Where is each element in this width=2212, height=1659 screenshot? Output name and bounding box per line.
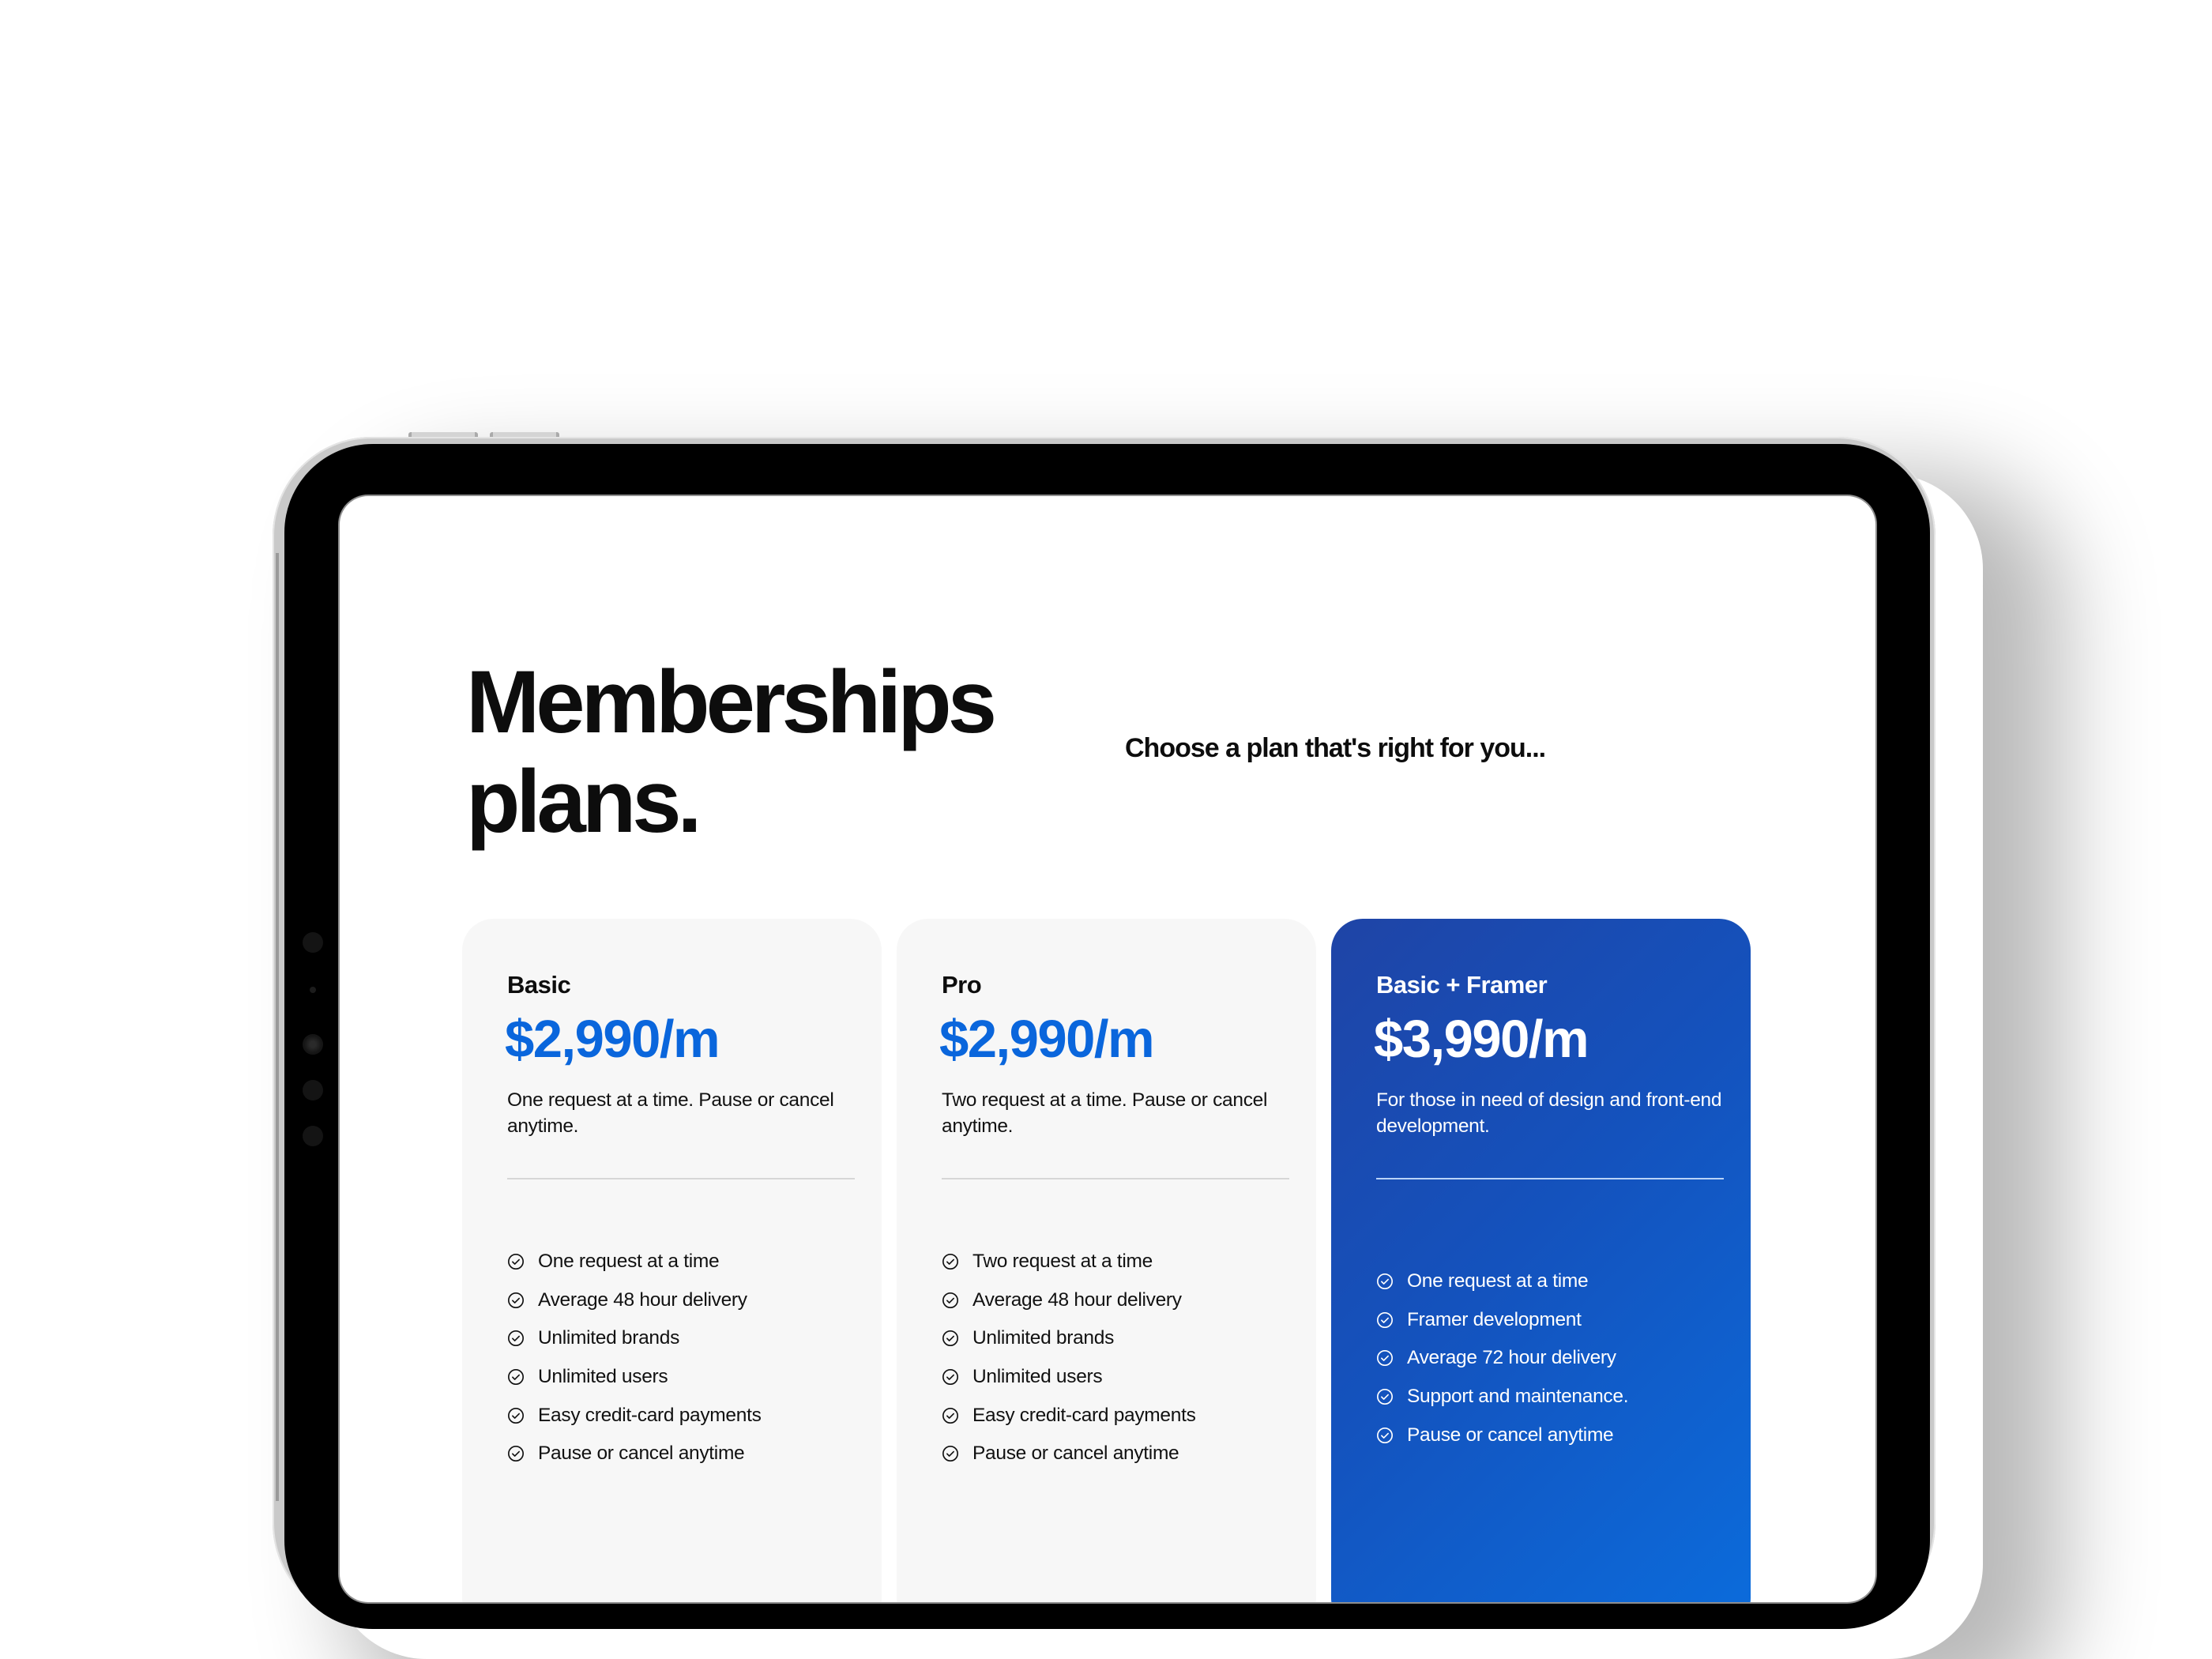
feature-item bbox=[1376, 1416, 1628, 1454]
plan-name: Pro bbox=[942, 971, 982, 999]
feature-label: Easy credit-card payments bbox=[538, 1404, 762, 1426]
feature-item bbox=[1376, 1378, 1628, 1416]
check-circle-icon bbox=[1376, 1273, 1394, 1290]
feature-item bbox=[507, 1319, 762, 1358]
plan-card-basic[interactable] bbox=[462, 919, 882, 1602]
check-circle-icon bbox=[942, 1407, 959, 1424]
feature-item bbox=[507, 1358, 762, 1397]
check-circle-icon bbox=[1376, 1349, 1394, 1367]
feature-label: Average 48 hour delivery bbox=[972, 1288, 1182, 1311]
feature-item bbox=[942, 1281, 1196, 1320]
feature-label: Unlimited brands bbox=[972, 1327, 1115, 1349]
feature-list bbox=[507, 1243, 762, 1473]
feature-list bbox=[942, 1243, 1196, 1473]
plan-name: Basic bbox=[507, 971, 571, 999]
page-subtitle: Choose a plan that's right for you... bbox=[1125, 733, 1546, 763]
feature-label: Average 48 hour delivery bbox=[538, 1288, 747, 1311]
check-circle-icon bbox=[507, 1253, 525, 1270]
feature-label: Support and maintenance. bbox=[1407, 1386, 1629, 1408]
feature-item bbox=[1376, 1339, 1628, 1378]
plan-cards bbox=[462, 919, 1751, 1602]
feature-label: Easy credit-card payments bbox=[972, 1404, 1196, 1426]
feature-item bbox=[942, 1396, 1196, 1435]
plan-description: Two request at a time. Pause or cancel anytime. bbox=[942, 1089, 1268, 1137]
divider bbox=[942, 1178, 1289, 1179]
feature-label: Unlimited brands bbox=[538, 1327, 680, 1349]
feature-label: One request at a time bbox=[538, 1251, 720, 1273]
check-circle-icon bbox=[942, 1368, 959, 1386]
camera-icon bbox=[303, 1034, 323, 1055]
check-circle-icon bbox=[942, 1292, 959, 1309]
feature-label: Pause or cancel anytime bbox=[538, 1443, 745, 1465]
check-circle-icon bbox=[942, 1253, 959, 1270]
plan-price: $3,990/m bbox=[1374, 1010, 1589, 1069]
plan-price: $2,990/m bbox=[939, 1010, 1154, 1069]
check-circle-icon bbox=[942, 1445, 959, 1462]
feature-label: Average 72 hour delivery bbox=[1407, 1347, 1616, 1369]
feature-item bbox=[507, 1435, 762, 1473]
check-circle-icon bbox=[507, 1407, 525, 1424]
divider bbox=[1376, 1178, 1724, 1179]
feature-label: One request at a time bbox=[1407, 1270, 1589, 1292]
check-circle-icon bbox=[507, 1330, 525, 1347]
plan-price: $2,990/m bbox=[505, 1010, 720, 1069]
feature-item bbox=[1376, 1301, 1628, 1340]
check-circle-icon bbox=[507, 1368, 525, 1386]
feature-item bbox=[942, 1358, 1196, 1397]
sensor-icon bbox=[303, 932, 323, 953]
check-circle-icon bbox=[507, 1292, 525, 1309]
check-circle-icon bbox=[1376, 1427, 1394, 1444]
tablet-side-edge bbox=[276, 553, 279, 1501]
feature-item bbox=[942, 1319, 1196, 1358]
divider bbox=[507, 1178, 855, 1179]
check-circle-icon bbox=[1376, 1311, 1394, 1329]
feature-label: Pause or cancel anytime bbox=[1407, 1424, 1614, 1446]
plan-description: For those in need of design and front-end development. bbox=[1376, 1089, 1722, 1137]
feature-item bbox=[507, 1243, 762, 1281]
feature-item bbox=[942, 1243, 1196, 1281]
check-circle-icon bbox=[942, 1330, 959, 1347]
tablet-screen bbox=[340, 496, 1875, 1602]
feature-label: Unlimited users bbox=[538, 1366, 668, 1388]
plan-description: One request at a time. Pause or cancel anytime. bbox=[507, 1089, 834, 1137]
feature-label: Framer development bbox=[1407, 1308, 1582, 1330]
plan-name: Basic + Framer bbox=[1376, 971, 1548, 999]
feature-label: Unlimited users bbox=[972, 1366, 1103, 1388]
sensor-icon bbox=[303, 1126, 323, 1146]
feature-label: Pause or cancel anytime bbox=[972, 1443, 1179, 1465]
feature-label: Two request at a time bbox=[972, 1251, 1153, 1273]
feature-item bbox=[507, 1396, 762, 1435]
pricing-section bbox=[340, 496, 1875, 1602]
feature-item bbox=[1376, 1262, 1628, 1301]
feature-list bbox=[1376, 1262, 1628, 1454]
sensor-icon bbox=[303, 1080, 323, 1100]
light-sensor-icon bbox=[310, 987, 316, 993]
check-circle-icon bbox=[507, 1445, 525, 1462]
feature-item bbox=[507, 1281, 762, 1320]
feature-item bbox=[942, 1435, 1196, 1473]
page-title: Memberships plans. bbox=[466, 653, 993, 851]
check-circle-icon bbox=[1376, 1388, 1394, 1405]
plan-card-pro[interactable] bbox=[897, 919, 1316, 1602]
plan-card-basic-framer[interactable] bbox=[1331, 919, 1751, 1602]
